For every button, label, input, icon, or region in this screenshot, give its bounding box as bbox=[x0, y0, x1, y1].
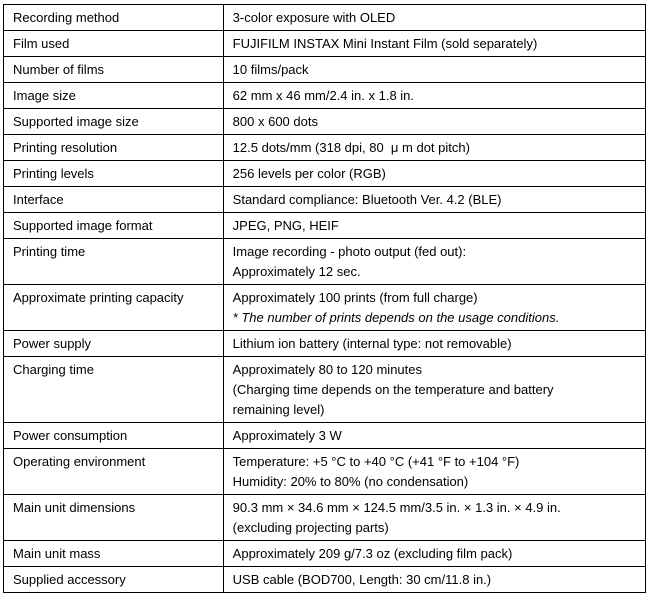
spec-row bbox=[4, 213, 646, 239]
spec-value bbox=[223, 239, 645, 285]
spec-value-line: 12.5 dots/mm (318 dpi, 80 μ m dot pitch) bbox=[232, 140, 470, 155]
spec-value bbox=[223, 423, 645, 449]
spec-row bbox=[4, 83, 646, 109]
spec-footnote: * The number of prints depends on the usage conditions. bbox=[232, 310, 560, 325]
spec-label: Recording method bbox=[4, 5, 224, 31]
spec-value-line: Approximately 80 to 120 minutes bbox=[232, 362, 422, 377]
spec-value-line: 62 mm x 46 mm/2.4 in. x 1.8 in. bbox=[232, 88, 415, 103]
spec-value-line: 256 levels per color (RGB) bbox=[232, 166, 386, 181]
spec-value-line: Image recording - photo output (fed out): bbox=[232, 244, 467, 259]
spec-value-line: 10 films/pack bbox=[232, 62, 309, 77]
specifications-table-body bbox=[4, 5, 646, 593]
spec-value-line: remaining level) bbox=[232, 402, 325, 417]
spec-row bbox=[4, 187, 646, 213]
spec-value bbox=[223, 357, 645, 423]
spec-value-line: Standard compliance: Bluetooth Ver. 4.2 (BLE) bbox=[232, 192, 502, 207]
spec-value bbox=[223, 495, 645, 541]
spec-label: Interface bbox=[4, 187, 224, 213]
spec-sheet bbox=[3, 4, 646, 593]
spec-label: Supported image size bbox=[4, 109, 224, 135]
spec-value-line: USB cable (BOD700, Length: 30 cm/11.8 in.) bbox=[232, 572, 492, 587]
specifications-table bbox=[3, 4, 646, 593]
spec-row bbox=[4, 5, 646, 31]
spec-value bbox=[223, 161, 645, 187]
spec-value bbox=[223, 285, 645, 331]
spec-label: Power consumption bbox=[4, 423, 224, 449]
spec-row bbox=[4, 161, 646, 187]
spec-label: Main unit mass bbox=[4, 541, 224, 567]
spec-label: Operating environment bbox=[4, 449, 224, 495]
spec-value-line: 800 x 600 dots bbox=[232, 114, 318, 129]
spec-row bbox=[4, 285, 646, 331]
spec-value-line: Approximately 3 W bbox=[232, 428, 342, 443]
spec-value bbox=[223, 109, 645, 135]
spec-label: Printing time bbox=[4, 239, 224, 285]
spec-value-line: Approximately 100 prints (from full charge) bbox=[232, 290, 478, 305]
spec-value-line: (excluding projecting parts) bbox=[232, 520, 389, 535]
spec-value-line: Temperature: +5 °C to +40 °C (+41 °F to +104 °F) bbox=[232, 454, 520, 469]
spec-row bbox=[4, 109, 646, 135]
spec-value-line: JPEG, PNG, HEIF bbox=[232, 218, 339, 233]
spec-value bbox=[223, 331, 645, 357]
spec-label: Number of films bbox=[4, 57, 224, 83]
spec-label: Supported image format bbox=[4, 213, 224, 239]
spec-value bbox=[223, 449, 645, 495]
spec-label: Supplied accessory bbox=[4, 567, 224, 593]
spec-value-line: (Charging time depends on the temperature and battery bbox=[232, 382, 554, 397]
spec-row bbox=[4, 423, 646, 449]
spec-value bbox=[223, 567, 645, 593]
spec-label: Approximate printing capacity bbox=[4, 285, 224, 331]
spec-value bbox=[223, 57, 645, 83]
spec-row bbox=[4, 239, 646, 285]
spec-value bbox=[223, 31, 645, 57]
spec-label: Charging time bbox=[4, 357, 224, 423]
spec-row bbox=[4, 31, 646, 57]
spec-value-line: FUJIFILM INSTAX Mini Instant Film (sold separately) bbox=[232, 36, 538, 51]
spec-value bbox=[223, 187, 645, 213]
spec-value-line: 90.3 mm × 34.6 mm × 124.5 mm/3.5 in. × 1.3 in. × 4.9 in. bbox=[232, 500, 561, 515]
spec-row bbox=[4, 135, 646, 161]
spec-label: Film used bbox=[4, 31, 224, 57]
spec-row bbox=[4, 449, 646, 495]
spec-value-line: Lithium ion battery (internal type: not removable) bbox=[232, 336, 512, 351]
spec-label: Printing levels bbox=[4, 161, 224, 187]
spec-value bbox=[223, 541, 645, 567]
spec-value-line: Approximately 209 g/7.3 oz (excluding film pack) bbox=[232, 546, 513, 561]
spec-value-line: Humidity: 20% to 80% (no condensation) bbox=[232, 474, 469, 489]
spec-value-line: Approximately 12 sec. bbox=[232, 264, 361, 279]
spec-row bbox=[4, 331, 646, 357]
spec-row bbox=[4, 57, 646, 83]
spec-label: Power supply bbox=[4, 331, 224, 357]
spec-label: Image size bbox=[4, 83, 224, 109]
spec-value-line: 3-color exposure with OLED bbox=[232, 10, 396, 25]
spec-row bbox=[4, 541, 646, 567]
spec-value bbox=[223, 213, 645, 239]
spec-row bbox=[4, 357, 646, 423]
spec-value bbox=[223, 135, 645, 161]
spec-row bbox=[4, 495, 646, 541]
spec-row bbox=[4, 567, 646, 593]
spec-value bbox=[223, 83, 645, 109]
spec-label: Printing resolution bbox=[4, 135, 224, 161]
spec-label: Main unit dimensions bbox=[4, 495, 224, 541]
spec-value bbox=[223, 5, 645, 31]
